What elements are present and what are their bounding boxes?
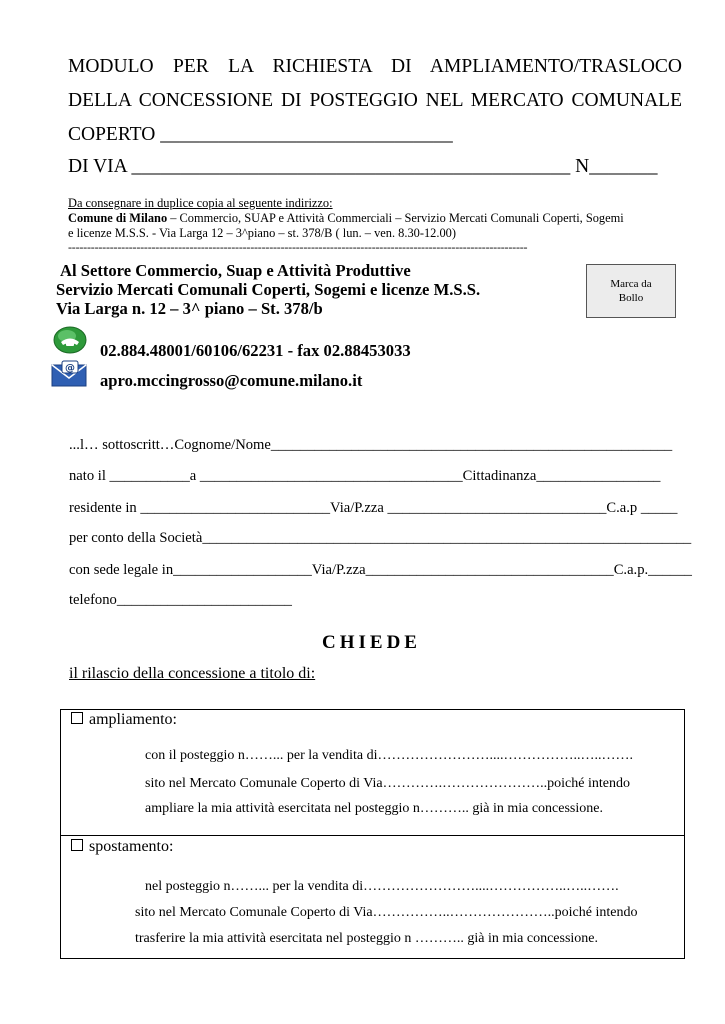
ampliamento-line1: con il posteggio n……... per la vendita di……………………....……………..…..……. [145, 748, 634, 763]
stamp-label-line2: Bollo [618, 292, 644, 304]
spostamento-label: spostamento: [89, 838, 174, 855]
delivery-comune: Comune di Milano [68, 211, 168, 225]
form-title-line1: MODULO PER LA RICHIESTA DI AMPLIAMENTO/TRASLOCO [68, 56, 682, 77]
ampliamento-line3: ampliare la mia attività esercitata nel posteggio n……….. già in mia concessione. [145, 801, 603, 816]
delivery-address-rest: – Commercio, SUAP e Attività Commerciali – Servizio Mercati Comunali Coperti, Sogemi [167, 211, 624, 225]
applicant-legal-seat-field[interactable]: con sede legale in___________________Via/P.zza__________________________________C.a.p.______ [69, 562, 692, 578]
contact-phone: 02.884.48001/60106/62231 - fax 02.88453033 [100, 341, 411, 360]
form-title-line3: COPERTO ______________________________ [68, 124, 453, 145]
option-spostamento [60, 835, 685, 959]
applicant-residence-field[interactable]: residente in __________________________Via/P.zza ______________________________C.a.p _____ [69, 500, 678, 516]
stamp-label-line1: Marca da [610, 278, 652, 290]
request-heading: CHIEDE [322, 632, 421, 653]
delivery-address-line2: e licenze M.S.S. - Via Larga 12 – 3^piano – st. 378/B ( lun. – ven. 8.30-12.00) [68, 226, 456, 240]
office-line2: Servizio Mercati Comunali Coperti, Sogemi e licenze M.S.S. [56, 280, 481, 299]
phone-icon [52, 325, 88, 355]
option-ampliamento [60, 709, 685, 835]
applicant-birth-field[interactable]: nato il ___________a ____________________________________Cittadinanza_________________ [69, 468, 661, 484]
ampliamento-checkbox[interactable] [71, 712, 83, 724]
request-intro: il rilascio della concessione a titolo di: [69, 665, 316, 682]
form-title-line4: DI VIA _____________________________________________ N_______ [68, 156, 658, 177]
delivery-address-line1 [68, 211, 624, 226]
delivery-instruction: Da consegnare in duplice copia al seguente indirizzo: [68, 196, 333, 210]
email-icon [50, 360, 90, 388]
marca-da-bollo-box [586, 264, 676, 318]
dashed-separator: ------------------------------------------------------------------------------------------------------------------------- [68, 240, 528, 254]
ampliamento-label: ampliamento: [89, 711, 177, 728]
spostamento-line1: nel posteggio n……... per la vendita di……………………....……………..…..……. [145, 879, 619, 894]
ampliamento-line2: sito nel Mercato Comunale Coperto di Via………….…………………..poiché intendo [145, 776, 630, 791]
spostamento-line3: trasferire la mia attività esercitata nel posteggio n ……….. già in mia concessione. [135, 931, 599, 946]
form-title-line2: DELLA CONCESSIONE DI POSTEGGIO NEL MERCATO COMUNALE [68, 90, 682, 111]
contact-email: apro.mccingrosso@comune.milano.it [100, 371, 363, 390]
applicant-company-field[interactable]: per conto della Società___________________________________________________________________ [69, 530, 692, 546]
spostamento-checkbox[interactable] [71, 839, 83, 851]
option-ampliamento-label-row[interactable] [71, 711, 177, 729]
option-spostamento-label-row[interactable] [71, 838, 173, 856]
svg-text:@: @ [65, 363, 75, 374]
office-line1: Al Settore Commercio, Suap e Attività Produttive [60, 261, 411, 280]
spostamento-line2: sito nel Mercato Comunale Coperto di Via……………..…………………..poiché intendo [135, 905, 638, 920]
office-line3: Via Larga n. 12 – 3^ piano – St. 378/b [56, 299, 323, 318]
applicant-phone-field[interactable]: telefono________________________ [69, 592, 292, 608]
applicant-name-field[interactable]: ...l… sottoscritt…Cognome/Nome_______________________________________________________ [69, 437, 673, 453]
